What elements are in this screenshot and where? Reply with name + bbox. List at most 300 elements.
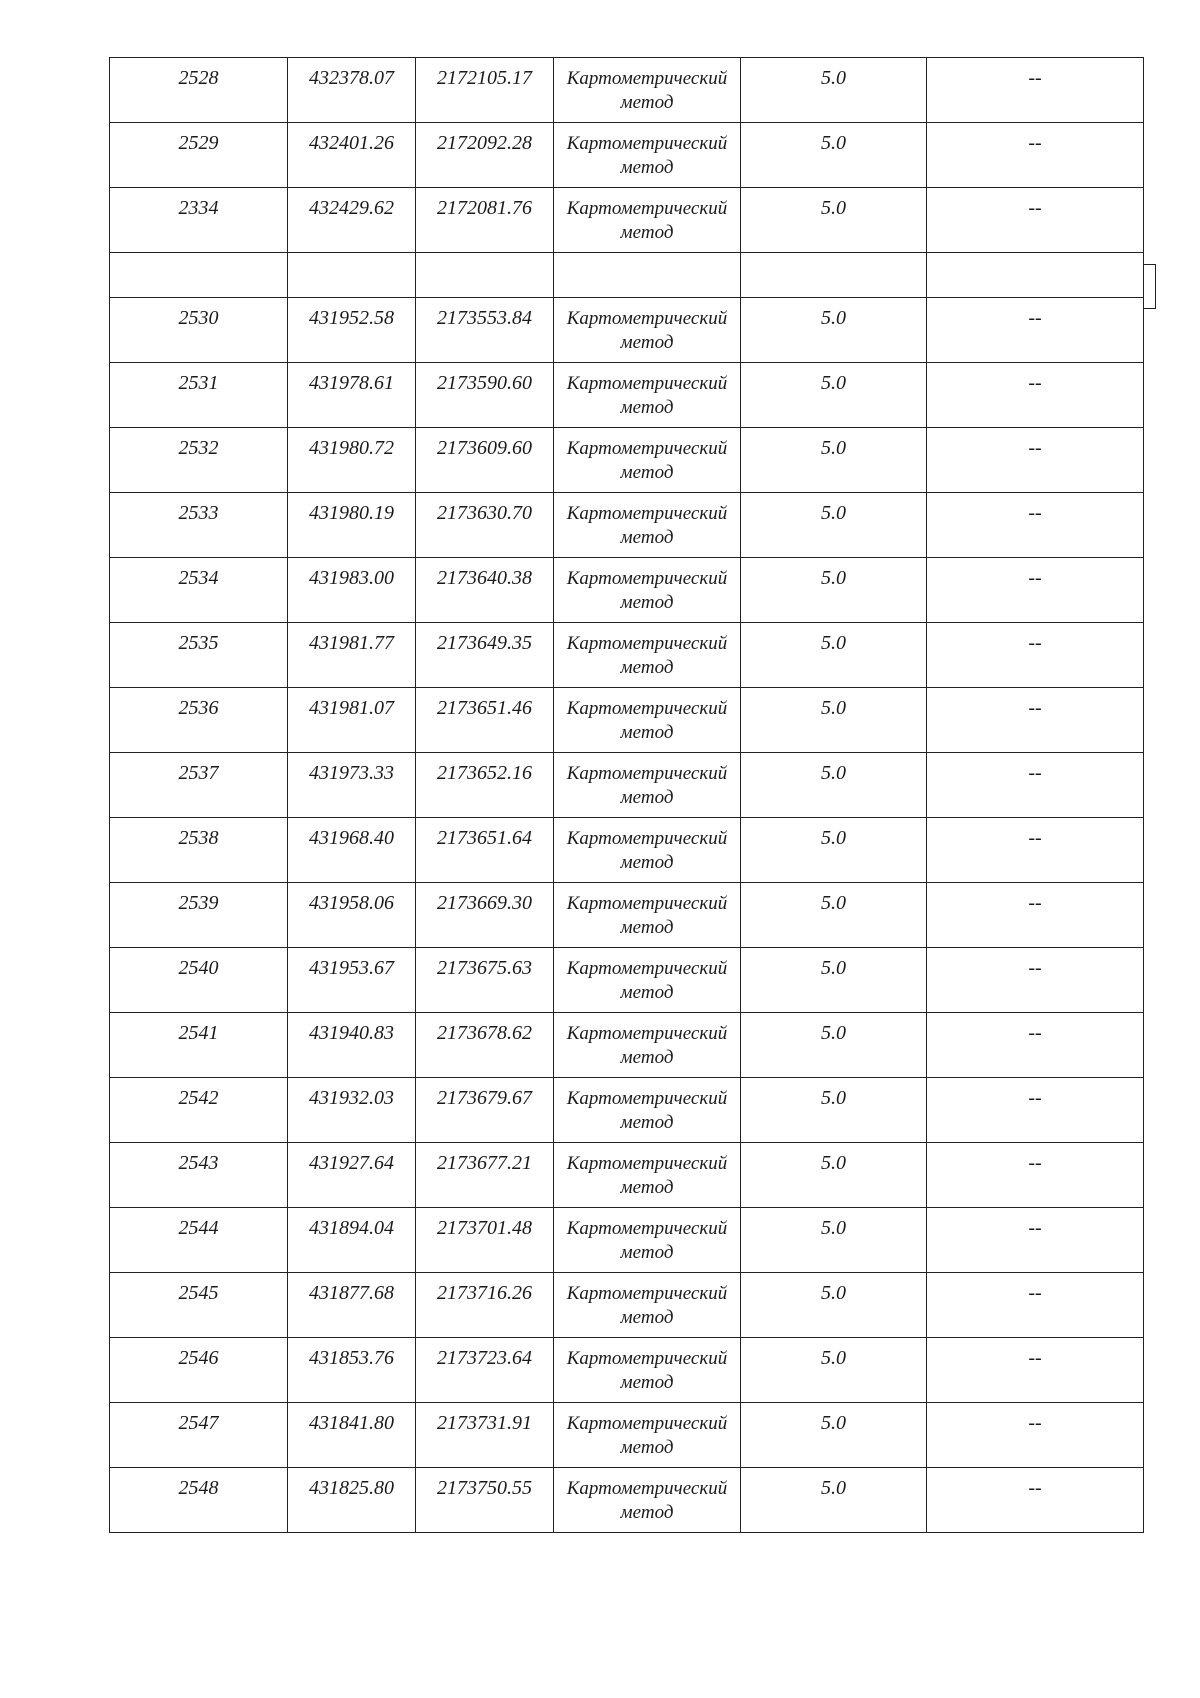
accuracy-value: 5.0 — [821, 892, 846, 914]
accuracy-cell — [741, 253, 927, 298]
table-row — [110, 1208, 1144, 1273]
y-coordinate-cell — [416, 188, 554, 253]
accuracy-value: 5.0 — [821, 372, 846, 394]
description-value: -- — [1028, 567, 1042, 589]
y-coordinate-value: 2172092.28 — [437, 132, 532, 154]
x-coordinate-cell — [288, 1078, 416, 1143]
method-cell — [554, 188, 741, 253]
point-number-cell — [110, 1273, 288, 1338]
accuracy-value: 5.0 — [821, 1217, 846, 1239]
y-coordinate-cell — [416, 1208, 554, 1273]
y-coordinate-cell — [416, 1078, 554, 1143]
point-number-cell — [110, 493, 288, 558]
y-coordinate-cell — [416, 58, 554, 123]
point-number-cell — [110, 883, 288, 948]
table-row — [110, 493, 1144, 558]
method-line-1: Картометрический — [566, 1283, 728, 1304]
method-line-2: метод — [620, 1307, 674, 1328]
point-number-cell — [110, 558, 288, 623]
description-value: -- — [1028, 632, 1042, 654]
description-cell — [927, 883, 1144, 948]
x-coordinate-value: 431980.19 — [309, 502, 394, 524]
y-coordinate-value: 2173640.38 — [437, 567, 532, 589]
point-number-value — [110, 253, 287, 261]
accuracy-cell — [741, 188, 927, 253]
method-cell — [554, 1403, 741, 1468]
description-value: -- — [1028, 307, 1042, 329]
table-edge-marker — [1143, 264, 1156, 309]
table-row — [110, 948, 1144, 1013]
point-number-cell — [110, 623, 288, 688]
description-cell — [927, 688, 1144, 753]
point-number-value: 2536 — [178, 697, 219, 719]
accuracy-value: 5.0 — [821, 437, 846, 459]
accuracy-value: 5.0 — [821, 502, 846, 524]
description-cell — [927, 493, 1144, 558]
method-line-1: Картометрический — [566, 198, 728, 219]
point-number-cell — [110, 1143, 288, 1208]
accuracy-cell — [741, 1468, 927, 1533]
description-cell — [927, 623, 1144, 688]
description-value: -- — [1028, 132, 1042, 154]
accuracy-cell — [741, 558, 927, 623]
y-coordinate-cell — [416, 123, 554, 188]
y-coordinate-value: 2173669.30 — [437, 892, 532, 914]
y-coordinate-value: 2173679.67 — [437, 1087, 532, 1109]
accuracy-value: 5.0 — [821, 762, 846, 784]
point-number-cell — [110, 1403, 288, 1468]
y-coordinate-value: 2173649.35 — [437, 632, 532, 654]
method-line-2: метод — [620, 332, 674, 353]
y-coordinate-value: 2173701.48 — [437, 1217, 532, 1239]
description-value: -- — [1028, 1347, 1042, 1369]
table-row — [110, 298, 1144, 363]
point-number-value: 2547 — [178, 1412, 219, 1434]
x-coordinate-cell — [288, 948, 416, 1013]
description-value: -- — [1028, 197, 1042, 219]
description-value: -- — [1028, 697, 1042, 719]
point-number-value: 2543 — [178, 1152, 219, 1174]
y-coordinate-value: 2172081.76 — [437, 197, 532, 219]
x-coordinate-value: 431940.83 — [309, 1022, 394, 1044]
y-coordinate-value: 2173630.70 — [437, 502, 532, 524]
x-coordinate-cell — [288, 1208, 416, 1273]
x-coordinate-cell — [288, 1403, 416, 1468]
method-line-1: Картометрический — [566, 763, 728, 784]
description-cell — [927, 1208, 1144, 1273]
point-number-cell — [110, 123, 288, 188]
point-number-value: 2546 — [178, 1347, 219, 1369]
x-coordinate-cell — [288, 363, 416, 428]
method-line-2: метод — [620, 1177, 674, 1198]
table-row — [110, 123, 1144, 188]
method-line-1: Картометрический — [566, 958, 728, 979]
method-line-1: Картометрический — [566, 698, 728, 719]
description-cell — [927, 1403, 1144, 1468]
y-coordinate-value: 2173677.21 — [437, 1152, 532, 1174]
method-line-1: Картометрический — [566, 1413, 728, 1434]
method-line-1: Картометрический — [566, 1023, 728, 1044]
point-number-cell — [110, 818, 288, 883]
x-coordinate-cell — [288, 298, 416, 363]
method-line-2: метод — [620, 1502, 674, 1523]
point-number-value: 2535 — [178, 632, 219, 654]
method-cell — [554, 123, 741, 188]
y-coordinate-value: 2173723.64 — [437, 1347, 532, 1369]
description-cell — [927, 1143, 1144, 1208]
point-number-value: 2544 — [178, 1217, 219, 1239]
x-coordinate-value: 431978.61 — [309, 372, 394, 394]
table-row — [110, 883, 1144, 948]
accuracy-value: 5.0 — [821, 1087, 846, 1109]
accuracy-cell — [741, 623, 927, 688]
description-value: -- — [1028, 1412, 1042, 1434]
y-coordinate-cell — [416, 558, 554, 623]
accuracy-cell — [741, 1403, 927, 1468]
x-coordinate-value: 431983.00 — [309, 567, 394, 589]
coordinates-table — [109, 57, 1144, 1533]
x-coordinate-value: 431877.68 — [309, 1282, 394, 1304]
x-coordinate-cell — [288, 493, 416, 558]
point-number-value: 2534 — [178, 567, 219, 589]
point-number-cell — [110, 1468, 288, 1533]
accuracy-cell — [741, 363, 927, 428]
accuracy-value: 5.0 — [821, 697, 846, 719]
description-cell — [927, 1013, 1144, 1078]
x-coordinate-value: 431953.67 — [309, 957, 394, 979]
accuracy-value: 5.0 — [821, 1477, 846, 1499]
point-number-cell — [110, 688, 288, 753]
method-line-1: Картометрический — [566, 1153, 728, 1174]
point-number-cell — [110, 1013, 288, 1078]
accuracy-cell — [741, 1143, 927, 1208]
method-line-2: метод — [620, 657, 674, 678]
point-number-value: 2542 — [178, 1087, 219, 1109]
x-coordinate-value: 431958.06 — [309, 892, 394, 914]
accuracy-value — [741, 253, 926, 261]
description-cell — [927, 363, 1144, 428]
accuracy-cell — [741, 753, 927, 818]
y-coordinate-cell — [416, 948, 554, 1013]
table-row — [110, 753, 1144, 818]
y-coordinate-cell — [416, 883, 554, 948]
accuracy-cell — [741, 1338, 927, 1403]
y-coordinate-cell — [416, 1273, 554, 1338]
description-value: -- — [1028, 827, 1042, 849]
y-coordinate-value: 2173651.46 — [437, 697, 532, 719]
accuracy-value: 5.0 — [821, 197, 846, 219]
method-line-2: метод — [620, 1242, 674, 1263]
method-line-2: метод — [620, 527, 674, 548]
method-line-1: Картометрический — [566, 373, 728, 394]
accuracy-cell — [741, 883, 927, 948]
x-coordinate-value: 431932.03 — [309, 1087, 394, 1109]
x-coordinate-cell — [288, 558, 416, 623]
x-coordinate-value — [288, 253, 415, 261]
accuracy-value: 5.0 — [821, 1412, 846, 1434]
description-value: -- — [1028, 1087, 1042, 1109]
x-coordinate-value: 431853.76 — [309, 1347, 394, 1369]
point-number-cell — [110, 58, 288, 123]
description-value: -- — [1028, 1282, 1042, 1304]
y-coordinate-cell — [416, 623, 554, 688]
accuracy-cell — [741, 493, 927, 558]
point-number-value: 2532 — [178, 437, 219, 459]
y-coordinate-value: 2173678.62 — [437, 1022, 532, 1044]
method-cell — [554, 883, 741, 948]
table-row — [110, 623, 1144, 688]
description-cell — [927, 753, 1144, 818]
method-line-1: Картометрический — [566, 1348, 728, 1369]
x-coordinate-value: 431825.80 — [309, 1477, 394, 1499]
x-coordinate-cell — [288, 188, 416, 253]
method-line-2: метод — [620, 157, 674, 178]
method-cell — [554, 818, 741, 883]
point-number-value: 2541 — [178, 1022, 219, 1044]
y-coordinate-cell — [416, 1143, 554, 1208]
description-cell — [927, 58, 1144, 123]
method-line-2: метод — [620, 1437, 674, 1458]
description-value: -- — [1028, 762, 1042, 784]
description-value: -- — [1028, 957, 1042, 979]
description-value: -- — [1028, 1217, 1042, 1239]
point-number-value: 2533 — [178, 502, 219, 524]
method-line-2: метод — [620, 222, 674, 243]
x-coordinate-value: 431968.40 — [309, 827, 394, 849]
y-coordinate-cell — [416, 753, 554, 818]
y-coordinate-cell — [416, 428, 554, 493]
point-number-cell — [110, 1338, 288, 1403]
y-coordinate-cell — [416, 1468, 554, 1533]
point-number-cell — [110, 948, 288, 1013]
method-line-1: Картометрический — [566, 633, 728, 654]
x-coordinate-cell — [288, 1468, 416, 1533]
description-value: -- — [1028, 1152, 1042, 1174]
x-coordinate-cell — [288, 1013, 416, 1078]
y-coordinate-value: 2173553.84 — [437, 307, 532, 329]
y-coordinate-value: 2173590.60 — [437, 372, 532, 394]
method-line-1: Картометрический — [566, 828, 728, 849]
description-value: -- — [1028, 1022, 1042, 1044]
method-cell — [554, 253, 741, 298]
accuracy-cell — [741, 688, 927, 753]
point-number-cell — [110, 753, 288, 818]
description-cell — [927, 948, 1144, 1013]
point-number-value: 2530 — [178, 307, 219, 329]
y-coordinate-cell — [416, 493, 554, 558]
description-cell — [927, 123, 1144, 188]
method-line-1: Картометрический — [566, 68, 728, 89]
description-value: -- — [1028, 1477, 1042, 1499]
point-number-value: 2545 — [178, 1282, 219, 1304]
method-line-2: метод — [620, 397, 674, 418]
method-line-2: метод — [620, 917, 674, 938]
description-value: -- — [1028, 892, 1042, 914]
method-cell — [554, 623, 741, 688]
method-line-2: метод — [620, 1112, 674, 1133]
y-coordinate-value: 2173609.60 — [437, 437, 532, 459]
accuracy-cell — [741, 948, 927, 1013]
method-line-1: Картометрический — [566, 568, 728, 589]
method-line-1: Картометрический — [566, 438, 728, 459]
x-coordinate-cell — [288, 253, 416, 298]
description-cell — [927, 1273, 1144, 1338]
description-value — [927, 253, 1143, 261]
x-coordinate-cell — [288, 818, 416, 883]
accuracy-value: 5.0 — [821, 1152, 846, 1174]
x-coordinate-cell — [288, 1338, 416, 1403]
method-cell — [554, 558, 741, 623]
x-coordinate-value: 431927.64 — [309, 1152, 394, 1174]
method-cell — [554, 1143, 741, 1208]
y-coordinate-cell — [416, 818, 554, 883]
table-row — [110, 428, 1144, 493]
point-number-value: 2538 — [178, 827, 219, 849]
x-coordinate-cell — [288, 623, 416, 688]
method-cell — [554, 1208, 741, 1273]
table-row — [110, 558, 1144, 623]
description-cell — [927, 1468, 1144, 1533]
table-row — [110, 1403, 1144, 1468]
point-number-value: 2540 — [178, 957, 219, 979]
method-cell — [554, 948, 741, 1013]
description-cell — [927, 253, 1144, 298]
table-row — [110, 58, 1144, 123]
method-line-2: метод — [620, 787, 674, 808]
method-cell — [554, 298, 741, 363]
accuracy-cell — [741, 58, 927, 123]
table-row — [110, 1273, 1144, 1338]
y-coordinate-value: 2173652.16 — [437, 762, 532, 784]
y-coordinate-value: 2172105.17 — [437, 67, 532, 89]
table-row — [110, 1143, 1144, 1208]
description-cell — [927, 188, 1144, 253]
description-cell — [927, 818, 1144, 883]
method-line-2: метод — [620, 92, 674, 113]
accuracy-value: 5.0 — [821, 307, 846, 329]
description-cell — [927, 298, 1144, 363]
y-coordinate-value: 2173675.63 — [437, 957, 532, 979]
method-line-2: метод — [620, 1047, 674, 1068]
method-cell — [554, 428, 741, 493]
y-coordinate-cell — [416, 363, 554, 428]
x-coordinate-cell — [288, 428, 416, 493]
accuracy-value: 5.0 — [821, 1282, 846, 1304]
method-line-2: метод — [620, 1372, 674, 1393]
x-coordinate-value: 431973.33 — [309, 762, 394, 784]
table-row — [110, 253, 1144, 298]
point-number-cell — [110, 253, 288, 298]
accuracy-cell — [741, 428, 927, 493]
method-line-1: Картометрический — [566, 503, 728, 524]
x-coordinate-cell — [288, 688, 416, 753]
method-line-1: Картометрический — [566, 1478, 728, 1499]
y-coordinate-cell — [416, 298, 554, 363]
table-row — [110, 818, 1144, 883]
description-value: -- — [1028, 67, 1042, 89]
y-coordinate-value — [416, 253, 553, 261]
y-coordinate-value: 2173716.26 — [437, 1282, 532, 1304]
accuracy-value: 5.0 — [821, 957, 846, 979]
x-coordinate-value: 432429.62 — [309, 197, 394, 219]
accuracy-cell — [741, 123, 927, 188]
method-cell — [554, 688, 741, 753]
method-cell — [554, 1338, 741, 1403]
accuracy-value: 5.0 — [821, 1022, 846, 1044]
accuracy-value: 5.0 — [821, 567, 846, 589]
table-row — [110, 1078, 1144, 1143]
description-cell — [927, 1078, 1144, 1143]
description-value: -- — [1028, 437, 1042, 459]
point-number-value: 2334 — [178, 197, 219, 219]
accuracy-value: 5.0 — [821, 632, 846, 654]
accuracy-value: 5.0 — [821, 1347, 846, 1369]
description-cell — [927, 428, 1144, 493]
x-coordinate-value: 431841.80 — [309, 1412, 394, 1434]
method-line-2: метод — [620, 722, 674, 743]
method-line-1: Картометрический — [566, 893, 728, 914]
point-number-value: 2539 — [178, 892, 219, 914]
table-row — [110, 188, 1144, 253]
x-coordinate-value: 431980.72 — [309, 437, 394, 459]
y-coordinate-cell — [416, 1338, 554, 1403]
method-cell — [554, 753, 741, 818]
accuracy-cell — [741, 1013, 927, 1078]
accuracy-cell — [741, 1078, 927, 1143]
method-line-1: Картометрический — [566, 133, 728, 154]
method-line-2: метод — [620, 462, 674, 483]
point-number-cell — [110, 298, 288, 363]
point-number-cell — [110, 363, 288, 428]
accuracy-cell — [741, 818, 927, 883]
coordinates-table-body — [110, 58, 1144, 1533]
y-coordinate-value: 2173651.64 — [437, 827, 532, 849]
point-number-cell — [110, 428, 288, 493]
description-cell — [927, 558, 1144, 623]
point-number-value: 2531 — [178, 372, 219, 394]
x-coordinate-cell — [288, 753, 416, 818]
method-line-1: Картометрический — [566, 1218, 728, 1239]
method-cell — [554, 1013, 741, 1078]
point-number-value: 2548 — [178, 1477, 219, 1499]
point-number-value: 2529 — [178, 132, 219, 154]
x-coordinate-cell — [288, 1273, 416, 1338]
method-cell — [554, 1468, 741, 1533]
y-coordinate-value: 2173750.55 — [437, 1477, 532, 1499]
accuracy-cell — [741, 1208, 927, 1273]
method-line-2: метод — [620, 592, 674, 613]
x-coordinate-cell — [288, 1143, 416, 1208]
x-coordinate-value: 431894.04 — [309, 1217, 394, 1239]
method-line-1: Картометрический — [566, 308, 728, 329]
x-coordinate-value: 431981.07 — [309, 697, 394, 719]
method-line-2: метод — [620, 852, 674, 873]
accuracy-value: 5.0 — [821, 132, 846, 154]
x-coordinate-value: 431981.77 — [309, 632, 394, 654]
table-row — [110, 1013, 1144, 1078]
method-line-2: метод — [620, 982, 674, 1003]
method-cell — [554, 1273, 741, 1338]
y-coordinate-cell — [416, 688, 554, 753]
method-line-1: Картометрический — [566, 1088, 728, 1109]
x-coordinate-value: 432401.26 — [309, 132, 394, 154]
y-coordinate-value: 2173731.91 — [437, 1412, 532, 1434]
y-coordinate-cell — [416, 253, 554, 298]
table-row — [110, 688, 1144, 753]
table-row — [110, 1338, 1144, 1403]
x-coordinate-cell — [288, 883, 416, 948]
x-coordinate-value: 431952.58 — [309, 307, 394, 329]
